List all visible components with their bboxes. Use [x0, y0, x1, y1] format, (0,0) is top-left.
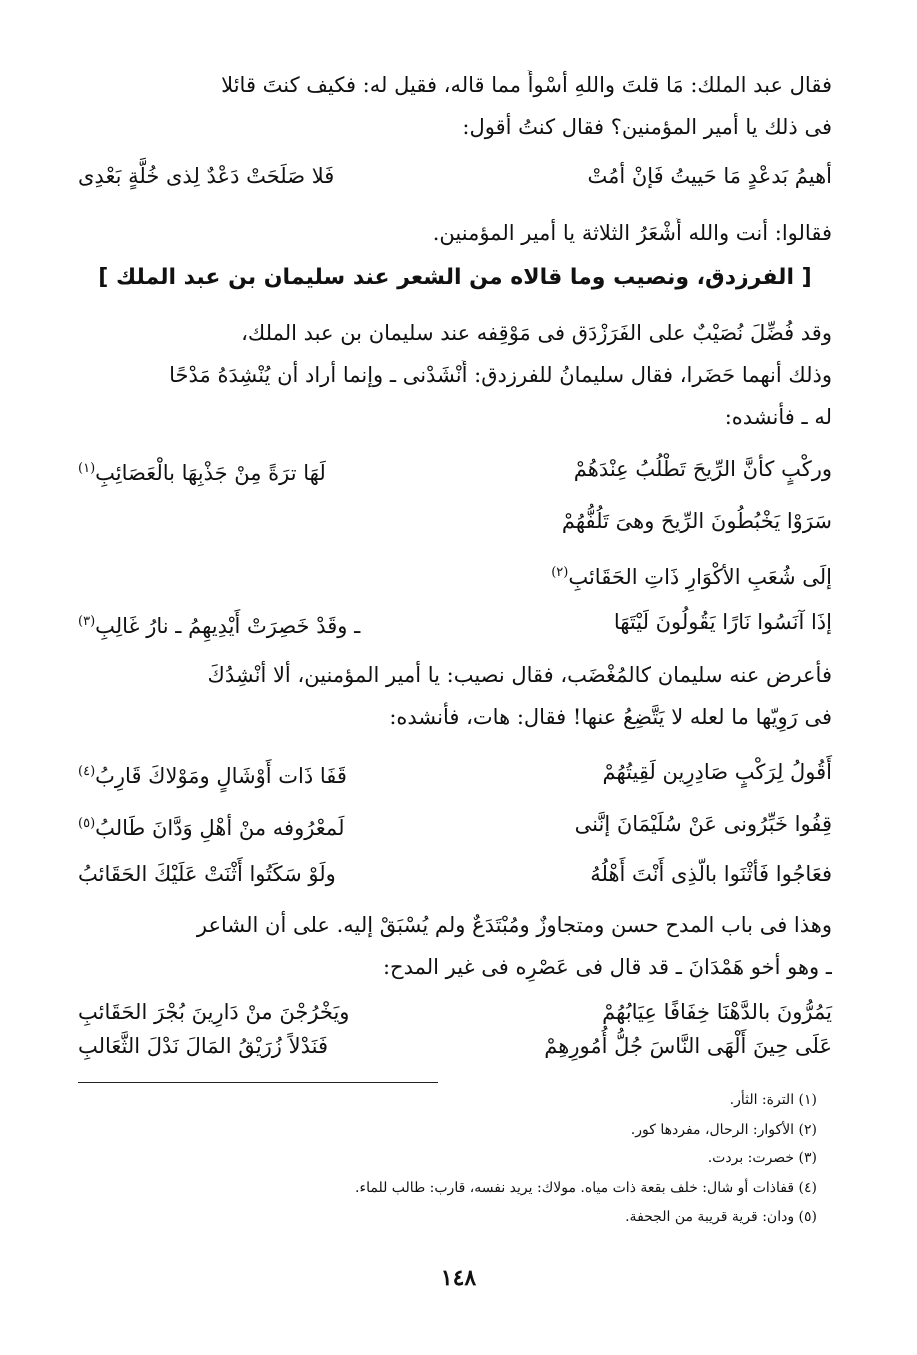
paragraph-line: فى ذلك يا أمير المؤمنين؟ فقال كنتُ أقول: — [462, 115, 832, 139]
verse-row — [78, 858, 832, 890]
verse-first-hemistich: إذَا آنَسُوا نَارًا يَقُولُونَ لَيْتَهَا — [613, 610, 832, 634]
footnote: (٥) ودان: قرية قريبة من الجحفة. — [625, 1209, 817, 1225]
verse-first-hemistich: عَلَى حِينَ أَلْهَى النَّاسَ جُلُّ أُمُورِهِمْ — [544, 1034, 832, 1058]
verse-row — [78, 996, 832, 1028]
paragraph-line: فى رَوِيّها ما لعله لا يَتَّضِعُ عنها! فقال: هات، فأنشده: — [389, 705, 832, 729]
verse-first-hemistich: قِفُوا خَبِّرُونى عَنْ سُلَيْمَانَ إنَّنى — [574, 812, 832, 836]
verse-second-hemistich: قَفَا ذَات أَوْشَالٍ ومَوْلاكَ قَارِبُ$^{(٤)}$ — [78, 764, 347, 788]
verse-hemistich: إلَى شُعَبِ الأكْوَارِ ذَاتِ الحَقَائبِ$^{(٢)}$ — [551, 565, 832, 589]
paragraph-line: فقالوا: أنت والله أَشْعَرُ الثلاثة يا أمير المؤمنين. — [432, 221, 832, 245]
verse-first-hemistich: أهيمُ بَدعْدٍ مَا حَييتُ فَإنْ أمُتْ — [587, 164, 832, 188]
verse-row — [78, 1030, 832, 1062]
paragraph-line: فأعرض عنه سليمان كالمُغْضَب، فقال نصيب: يا أمير المؤمنين، ألا أنْشِدُكَ — [207, 663, 832, 687]
verse-first-hemistich: سَرَوْا يَخْبُطُونَ الرِّيحَ وهىَ تَلُفُّهُمْ — [561, 509, 832, 533]
page-number: ١٤٨ — [440, 1265, 477, 1291]
paragraph-line: له ـ فأنشده: — [724, 405, 832, 429]
verse-second-hemistich: لَمعْرُوفه منْ أهْلِ وَدَّانَ طَالبُ$^{(٥)}$ — [78, 816, 345, 840]
verse-row — [78, 160, 832, 192]
verse-second-hemistich: فَنَدْلاً زُرَيْقُ المَالَ نَدْلَ الثَّعَالبِ — [78, 1034, 328, 1058]
footnote-marker: (١) — [78, 461, 96, 476]
paragraph-line: وهذا فى باب المدح حسن ومتجاوزٌ ومُبْتَدَعٌ ولم يُسْبَقْ إليه. على أن الشاعر — [196, 913, 832, 937]
verse-row — [78, 808, 832, 840]
footnote-marker: (٢) — [551, 565, 569, 580]
verse-row — [78, 606, 832, 638]
verse-first-hemistich: فعَاجُوا فَأثْنَوا بالّذِى أَنْتَ أَهْلُهُ — [590, 862, 832, 886]
verse-first-hemistich: وركْبٍ كأنَّ الرِّيحَ تَطْلُبُ عِنْدَهُمْ — [573, 457, 832, 481]
footnote-marker: (٥) — [78, 816, 96, 831]
verse-row — [78, 557, 832, 589]
paragraph-line: وذلك أنهما حَضَرا، فقال سليمانُ للفرزدق: أَنْشَدْنى ـ وإنما أراد أن يُنْشِدَهُ مَدْحًا — [169, 363, 832, 387]
paragraph-line: ـ وهو أخو هَمْدَانَ ـ قد قال فى عَصْرِه فى غير المدح: — [382, 955, 832, 979]
footnote-separator — [78, 1082, 438, 1083]
verse-row — [78, 756, 832, 788]
verse-second-hemistich: فَلا صَلَحَتْ دَعْدٌ لِذى خُلَّةٍ بَعْدِى — [78, 164, 335, 188]
verse-second-hemistich: ولَوْ سَكَتُوا أَثْنَتْ عَلَيْكَ الحَقَائبُ — [78, 862, 336, 886]
verse-second-hemistich: لَهَا ترَةً مِنْ جَذْبِهَا بالْعَصَائِبِ$^{(١)}$ — [78, 461, 326, 485]
verse-second-hemistich: ـ وقَدْ خَصِرَتْ أَيْدِيهِمُ ـ نارُ غَالِبِ$^{(٣)}$ — [78, 614, 361, 638]
verse-second-hemistich: ويَخْرُجْنَ منْ دَارِينَ بُجْرَ الحَقَائبِ — [78, 1000, 350, 1024]
footnote-marker: (٣) — [78, 614, 96, 629]
footnote: (٢) الأكوار: الرحال، مفردها كور. — [630, 1122, 817, 1138]
footnote: (١) الترة: الثأر. — [729, 1092, 817, 1108]
verse-row — [78, 453, 832, 485]
paragraph-line: فقال عبد الملك: مَا قلتَ واللهِ أسْوأُ مما قاله، فقيل له: فكيف كنتَ قائلا — [221, 73, 832, 97]
paragraph-line: وقد فُضِّلَ نُصَيْبٌ على الفَرَزْدَق فى مَوْقِفه عند سليمان بن عبد الملك، — [241, 321, 832, 345]
footnote-marker: (٤) — [78, 764, 96, 779]
verse-first-hemistich: يَمُرُّونَ بالدَّهْنَا خِفَافًا عِيَابُهُمْ — [602, 1000, 832, 1024]
footnote: (٣) خصرت: بردت. — [707, 1150, 817, 1166]
section-heading: [ الفرزدق، ونصيب وما قالاه من الشعر عند سليمان بن عبد الملك ] — [98, 265, 812, 290]
verse-first-hemistich: أَقُولُ لِرَكْبٍ صَادِرِين لَقِيتُهُمْ — [602, 760, 832, 784]
footnote: (٤) قفاذات أو شال: خلف بقعة ذات مياه. مولاك: يريد نفسه، قارب: طالب للماء. — [355, 1180, 817, 1196]
verse-row — [78, 505, 832, 537]
